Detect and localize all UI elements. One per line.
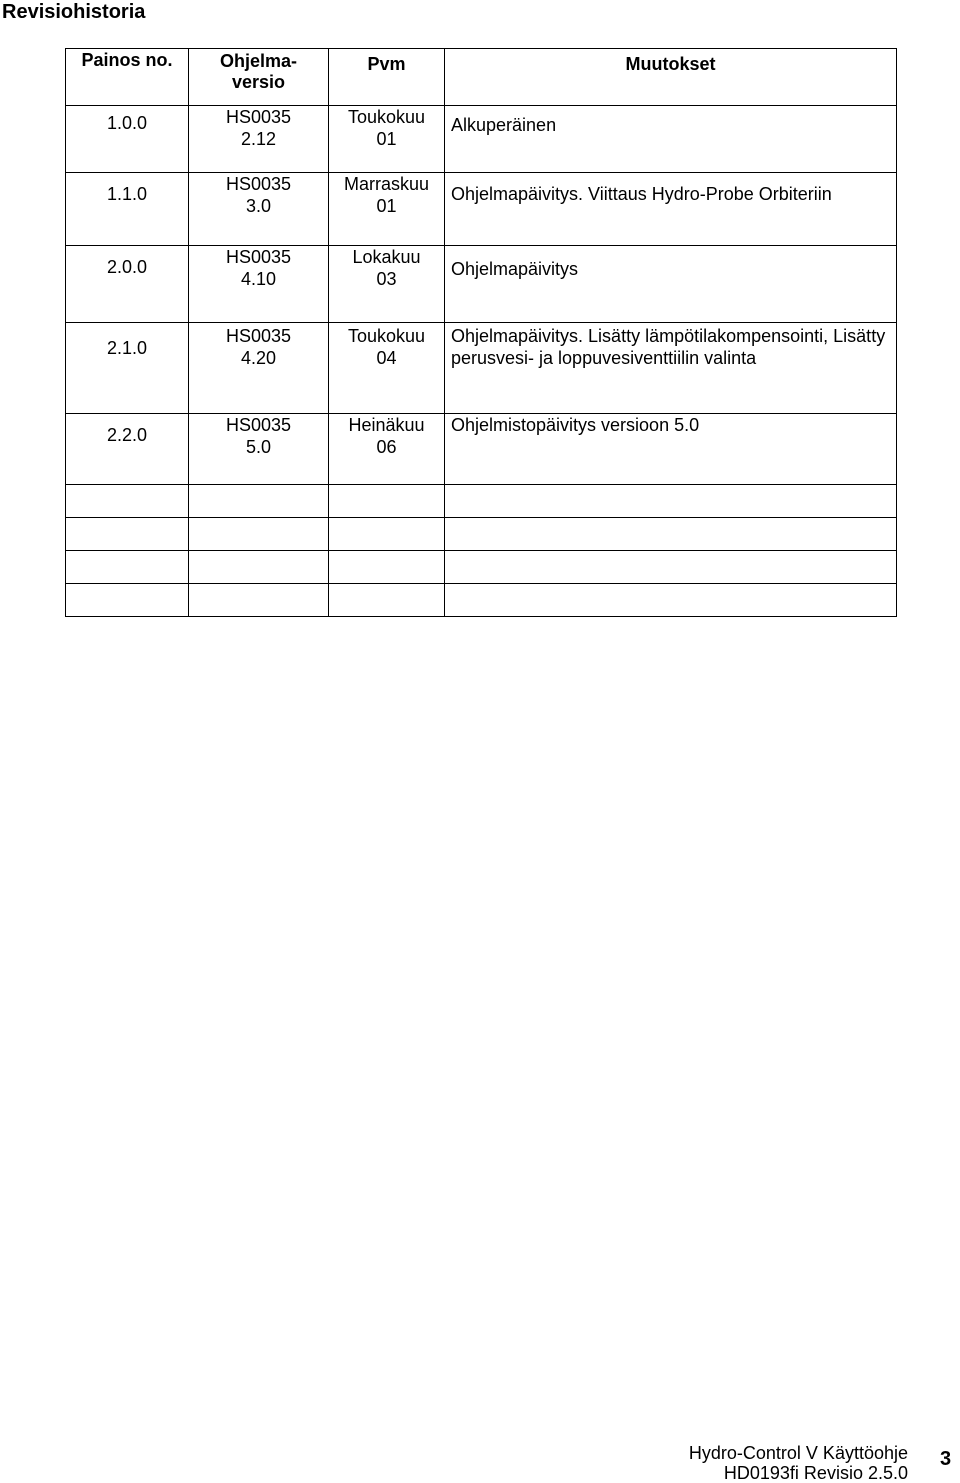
version-number: 3.0: [245, 196, 272, 216]
empty-cell: [329, 551, 445, 584]
empty-cell: [66, 551, 189, 584]
cell-date: [329, 173, 445, 246]
empty-table-row: [66, 518, 897, 551]
table-row: [66, 246, 897, 323]
empty-table-row: [66, 551, 897, 584]
cell-program-version: [189, 414, 329, 485]
cell-edition: 2.0.0: [66, 246, 189, 323]
version-number: 5.0: [245, 437, 272, 457]
footer-document-revision: HD0193fi Revisio 2.5.0: [723, 1463, 908, 1483]
empty-cell: [329, 584, 445, 617]
version-code: HS0035: [225, 174, 292, 194]
table-row: [66, 323, 897, 414]
date-year: 06: [376, 437, 397, 457]
date-year: 03: [376, 269, 397, 289]
empty-cell: [66, 518, 189, 551]
empty-cell: [189, 584, 329, 617]
cell-changes: Ohjelmistopäivitys versioon 5.0: [445, 414, 897, 485]
header-edition: Painos no.: [66, 49, 189, 106]
page-footer: [689, 1443, 908, 1483]
cell-date: [329, 414, 445, 485]
version-number: 4.20: [240, 348, 277, 368]
table-row: [66, 106, 897, 173]
date-month: Lokakuu: [352, 247, 421, 267]
cell-edition: 1.0.0: [66, 106, 189, 173]
cell-date: [329, 323, 445, 414]
empty-cell: [445, 518, 897, 551]
empty-table-row: [66, 584, 897, 617]
header-date: Pvm: [329, 49, 445, 106]
version-code: HS0035: [225, 107, 292, 127]
cell-changes: Ohjelmapäivitys: [445, 246, 897, 323]
empty-cell: [329, 485, 445, 518]
cell-edition: 1.1.0: [66, 173, 189, 246]
cell-changes: Alkuperäinen: [445, 106, 897, 173]
version-number: 2.12: [240, 129, 277, 149]
version-number: 4.10: [240, 269, 277, 289]
cell-changes: Ohjelmapäivitys. Viittaus Hydro-Probe Orbiteriin: [445, 173, 897, 246]
revision-history-table: [65, 48, 897, 617]
cell-date: [329, 246, 445, 323]
cell-changes: Ohjelmapäivitys. Lisätty lämpötilakompensointi, Lisätty perusvesi- ja loppuvesiventtiilin valinta: [445, 323, 897, 414]
page-title: Revisiohistoria: [2, 1, 146, 23]
date-month: Marraskuu: [343, 174, 430, 194]
empty-cell: [189, 551, 329, 584]
empty-cell: [445, 584, 897, 617]
version-code: HS0035: [225, 326, 292, 346]
footer-manual-title: Hydro-Control V Käyttöohje: [688, 1443, 908, 1463]
date-month: Toukokuu: [347, 326, 426, 346]
table-header-row: [66, 49, 897, 106]
empty-cell: [66, 485, 189, 518]
version-code: HS0035: [225, 247, 292, 267]
empty-cell: [445, 485, 897, 518]
header-program-version: Ohjelma- versio: [189, 49, 329, 106]
version-code: HS0035: [225, 415, 292, 435]
empty-cell: [189, 485, 329, 518]
date-month: Heinäkuu: [348, 415, 425, 435]
cell-program-version: [189, 323, 329, 414]
empty-cell: [445, 551, 897, 584]
date-year: 01: [376, 129, 397, 149]
table-row: [66, 173, 897, 246]
cell-program-version: [189, 246, 329, 323]
header-changes: Muutokset: [445, 49, 897, 106]
cell-edition: 2.1.0: [66, 323, 189, 414]
table-row: [66, 414, 897, 485]
empty-table-row: [66, 485, 897, 518]
date-year: 01: [376, 196, 397, 216]
date-month: Toukokuu: [347, 107, 426, 127]
cell-edition: 2.2.0: [66, 414, 189, 485]
page-number: 3: [940, 1448, 952, 1470]
empty-cell: [66, 584, 189, 617]
empty-cell: [189, 518, 329, 551]
empty-cell: [329, 518, 445, 551]
cell-program-version: [189, 106, 329, 173]
cell-date: [329, 106, 445, 173]
date-year: 04: [376, 348, 397, 368]
cell-program-version: [189, 173, 329, 246]
